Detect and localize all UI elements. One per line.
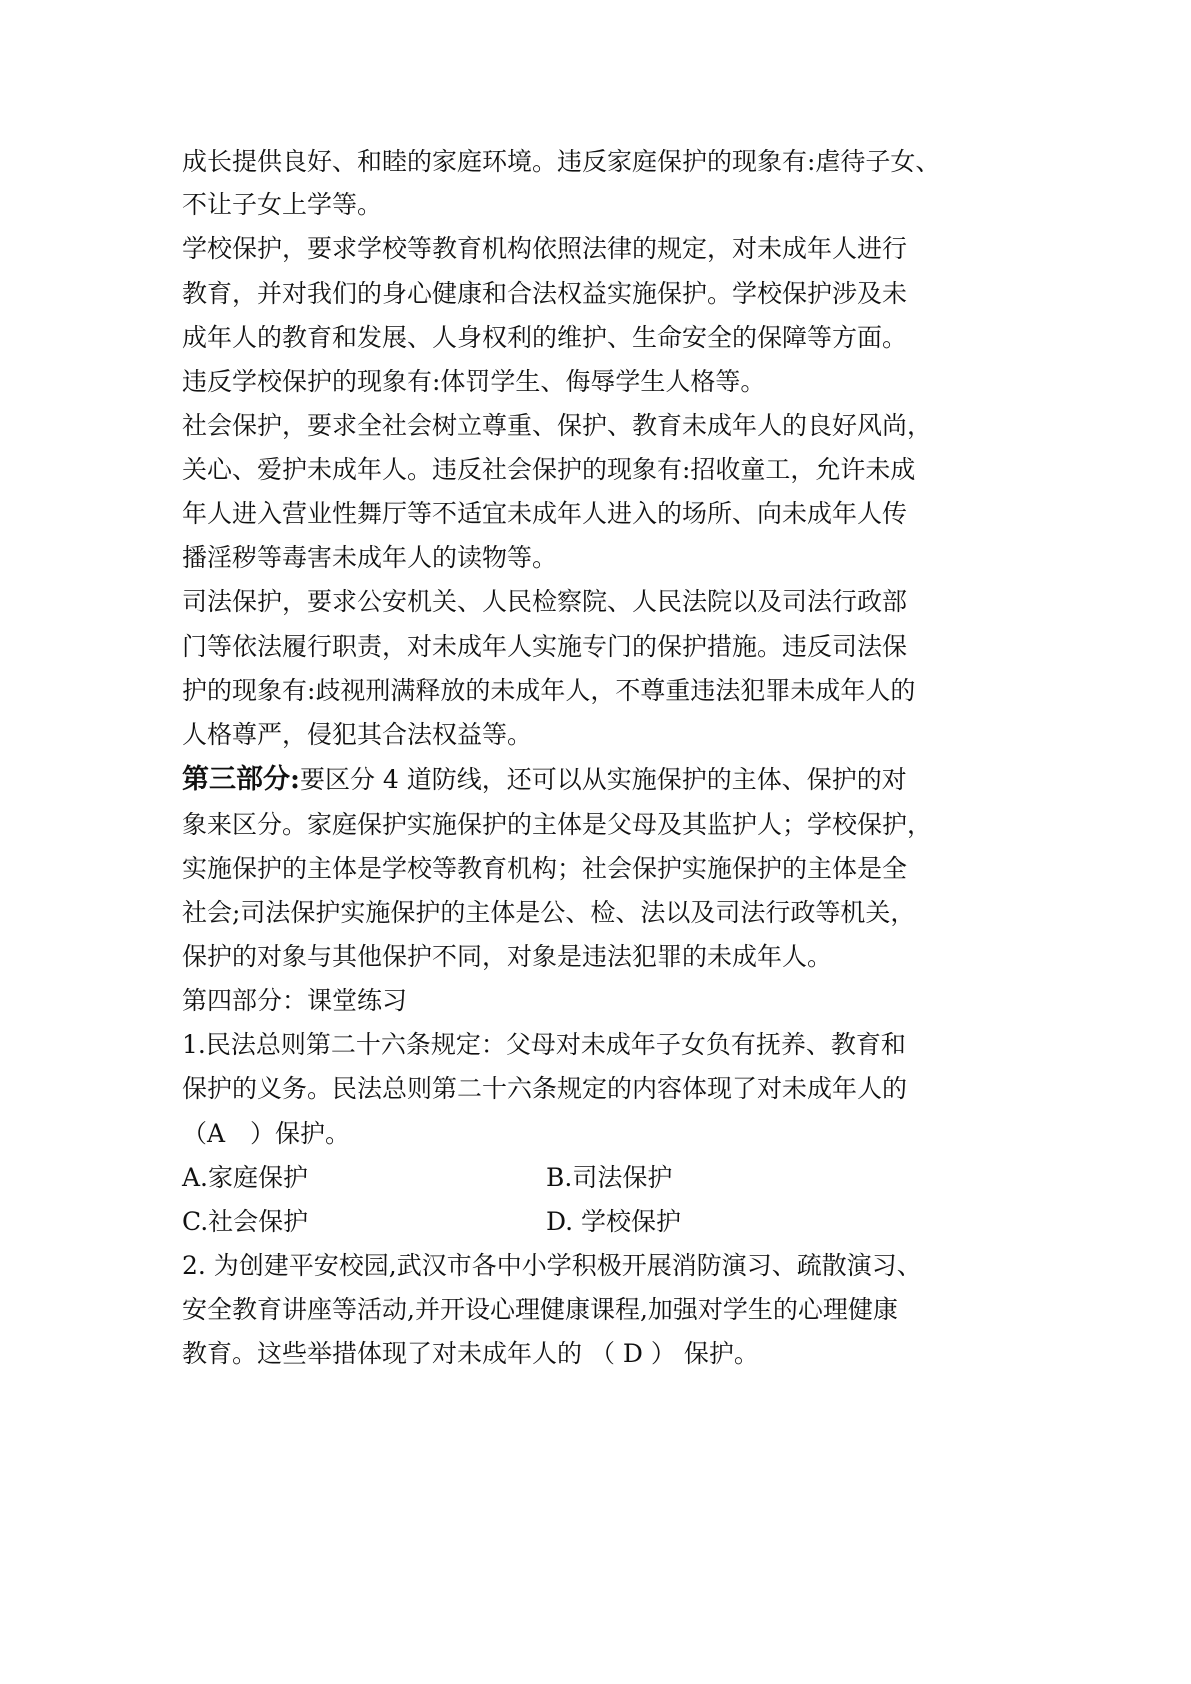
option-d: D. 学校保护 [546,1207,682,1236]
paragraph-line: 成年人的教育和发展、人身权利的维护、生命安全的保障等方面。 [182,323,908,352]
paragraph-line: 实施保护的主体是学校等教育机构；社会保护实施保护的主体是全 [182,854,908,883]
part3-heading: 第三部分: [182,764,300,795]
question-1-line: 保护的义务。民法总则第二十六条规定的内容体现了对未成年人的 [182,1074,908,1103]
paragraph-line: 社会保护，要求全社会树立尊重、保护、教育未成年人的良好风尚， [182,411,933,440]
paragraph-line: 人格尊严，侵犯其合法权益等。 [182,720,533,749]
question-2-line: 教育。这些举措体现了对未成年人的 （ D ） 保护。 [182,1339,759,1368]
paragraph-line: 不让子女上学等。 [182,190,383,219]
paragraph-line: 社会;司法保护实施保护的主体是公、检、法以及司法行政等机关， [182,898,916,927]
question-1-line: （A ）保护。 [182,1119,351,1148]
paragraph-line: 象来区分。家庭保护实施保护的主体是父母及其监护人；学校保护， [182,810,933,839]
paragraph-line: 保护的对象与其他保护不同，对象是违法犯罪的未成年人。 [182,942,833,971]
paragraph-line: 学校保护，要求学校等教育机构依照法律的规定，对未成年人进行 [182,234,908,263]
question-1-line: 1.民法总则第二十六条规定：父母对未成年子女负有抚养、教育和 [182,1030,906,1059]
paragraph-line: 播淫秽等毒害未成年人的读物等。 [182,543,558,572]
paragraph-line: 护的现象有:歧视刑满释放的未成年人，不尊重违法犯罪未成年人的 [182,676,916,705]
paragraph-line: 年人进入营业性舞厅等不适宜未成年人进入的场所、向未成年人传 [182,499,908,528]
option-c: C.社会保护 [182,1207,309,1236]
option-b: B.司法保护 [546,1163,673,1192]
part3-first-line-text: 要区分 4 道防线，还可以从实施保护的主体、保护的对 [299,765,907,794]
option-a: A.家庭保护 [182,1163,309,1192]
question-2-line: 2. 为创建平安校园,武汉市各中小学积极开展消防演习、疏散演习、 [182,1251,922,1280]
paragraph-line: 教育，并对我们的身心健康和合法权益实施保护。学校保护涉及未 [182,279,908,308]
paragraph-line: 成长提供良好、和睦的家庭环境。违反家庭保护的现象有:虐待子女、 [182,147,941,176]
part3-first-line [182,763,907,797]
paragraph-line: 司法保护，要求公安机关、人民检察院、人民法院以及司法行政部 [182,587,908,616]
question-2-line: 安全教育讲座等活动,并开设心理健康课程,加强对学生的心理健康 [182,1295,898,1324]
paragraph-line: 违反学校保护的现象有:体罚学生、侮辱学生人格等。 [182,367,766,396]
paragraph-line: 关心、爱护未成年人。违反社会保护的现象有:招收童工，允许未成 [182,455,916,484]
part4-heading: 第四部分：课堂练习 [182,986,408,1015]
paragraph-line: 门等依法履行职责，对未成年人实施专门的保护措施。违反司法保 [182,632,908,661]
